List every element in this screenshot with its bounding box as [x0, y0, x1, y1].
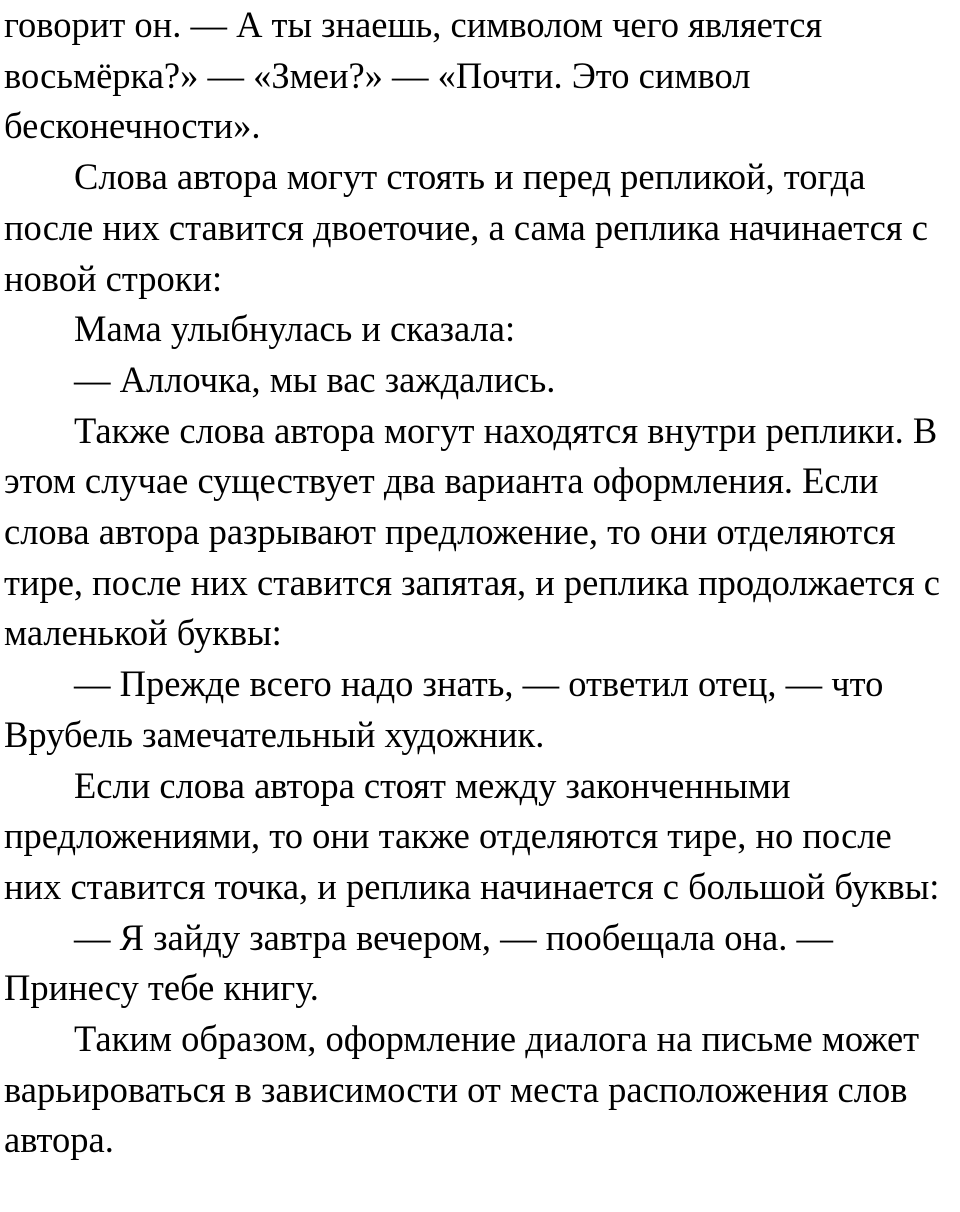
example-between-sentences: — Я зайду завтра вечером, — пообещала она. — Принесу тебе книгу.: [4, 916, 833, 1009]
paragraph-author-before-reply: Слова автора могут стоять и перед репликой, тогда после них ставится двоеточие, а сама реплика начинается с новой строки:: [4, 156, 928, 299]
example-author-words: Мама улыбнулась и сказала:: [74, 308, 516, 350]
example-reply: — Аллочка, мы вас заждались.: [74, 358, 556, 400]
paragraph-conclusion: Таким образом, оформление диалога на письме может варьироваться в зависимости от места расположения слов автора.: [4, 1018, 920, 1161]
paragraph-continuation: говорит он. — А ты знаешь, символом чего является восьмёрка?» — «Змеи?» — «Почти. Это символ бесконечности».: [4, 4, 823, 147]
example-broken-sentence: — Прежде всего надо знать, — ответил отец, — что Врубель замечательный художник.: [4, 663, 884, 755]
paragraph-author-inside-reply: Также слова автора могут находятся внутри реплики. В этом случае существует два варианта оформления. Если слова автора разрывают предложение, то они отделяются тире, после них ставится запятая, и реплика продолжается с маленькой буквы:: [4, 409, 940, 654]
paragraph-between-sentences: Если слова автора стоят между законченными предложениями, то они также отделяются тире, но после них ставится точка, и реплика начинается с большой буквы:: [4, 764, 940, 907]
